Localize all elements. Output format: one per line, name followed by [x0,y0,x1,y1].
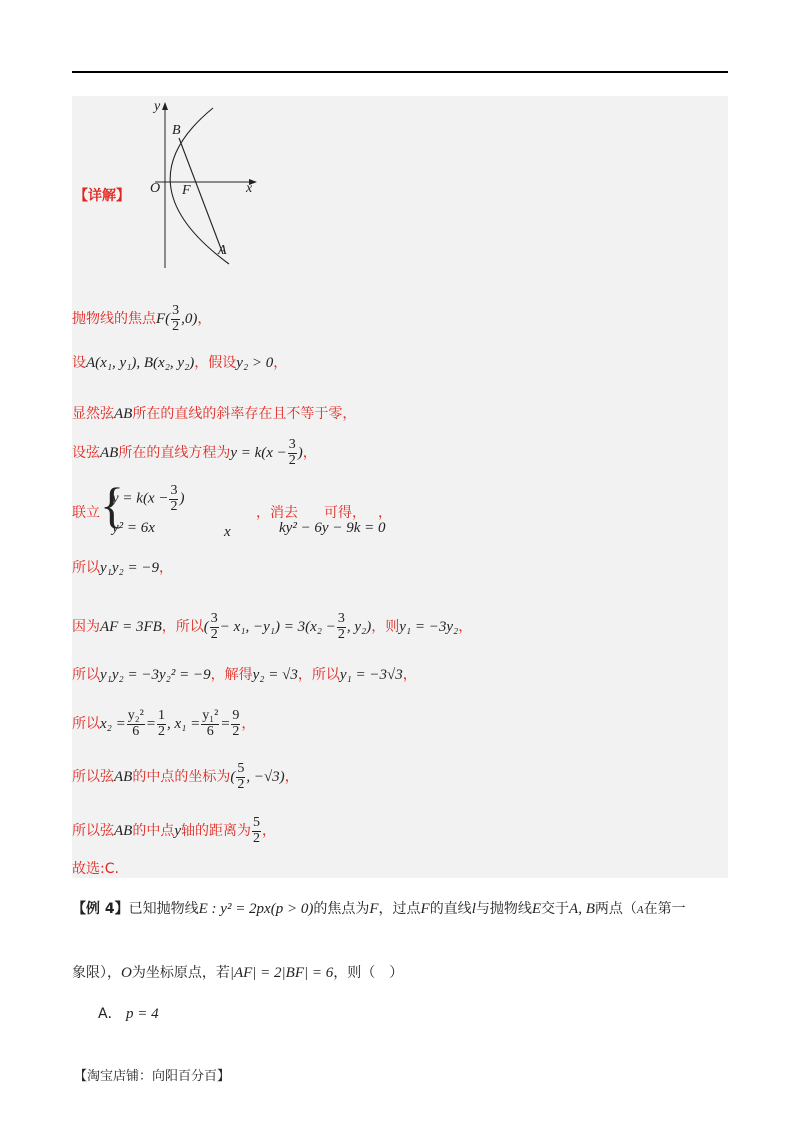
sol-line-2: 设A(x₁, y₁), B(x₂, y₂)，假设y₂ > 0， [72,355,288,371]
sol-line-7: 因为AF = 3FB，所以( $\frac{3}{2}$ − x₁, −y₁) = 3(x₂ − $\frac{3}{2}$ , y₂)，则y₁ = −3y₂， [72,611,473,642]
sol-line-10: 所以弦AB的中点的坐标为( $\frac{5}{2}$ , −√3)， [72,761,299,792]
header-rule [72,71,728,73]
example-4-line-2: 象限），O为坐标原点，若|AF| = 2|BF| = 6，则（ ） [72,965,404,981]
fig-label-x: x [246,181,253,196]
fig-label-B: B [172,123,181,138]
sol-line-12: 故选:C. [72,861,119,877]
sol-line-8: 所以y₁y₂ = −3y₂² = −9，解得y₂ = √3，所以y₁ = −3√3， [72,667,417,683]
sol-line-4: 设弦AB所在的直线方程为y = k(x − $\frac{3}{2}$ )， [72,437,317,468]
fig-label-F: F [182,183,191,198]
sol-line-6: 所以y₁y₂ = −9， [72,560,173,576]
detail-label: 【详解】 [74,188,130,204]
sol-line-9: 所以x₂ = $\frac{\text{y₂²}}{6}$ = $\frac{1}{2}$ , x₁ = $\frac{\text{y₁²}}{6}$ = $\frac{9}{2}$ ， [72,708,256,739]
fig-label-O: O [150,181,161,196]
sol-line-3: 显然弦AB所在的直线的斜率存在且不等于零， [72,406,357,422]
example-4-label: 【例 4】 [72,901,129,917]
fig-label-y: y [154,99,161,114]
option-a: A． p = 4 [98,1006,159,1022]
sol-line-1: 抛物线的焦点F( $\frac{3}{2}$ ,0)， [72,303,212,334]
example-4-line-1: 【例 4】已知抛物线E : y² = 2px(p > 0)的焦点为F，过点F的直线l与抛物线E交于A, B两点（A在第一 [72,901,686,917]
parabola-figure [145,98,265,270]
fig-label-A: A [218,243,227,258]
footer-shop: 【淘宝店铺：向阳百分百】 [74,1069,231,1084]
sol-line-11: 所以弦AB的中点y轴的距离为 $\frac{5}{2}$ ， [72,815,276,846]
